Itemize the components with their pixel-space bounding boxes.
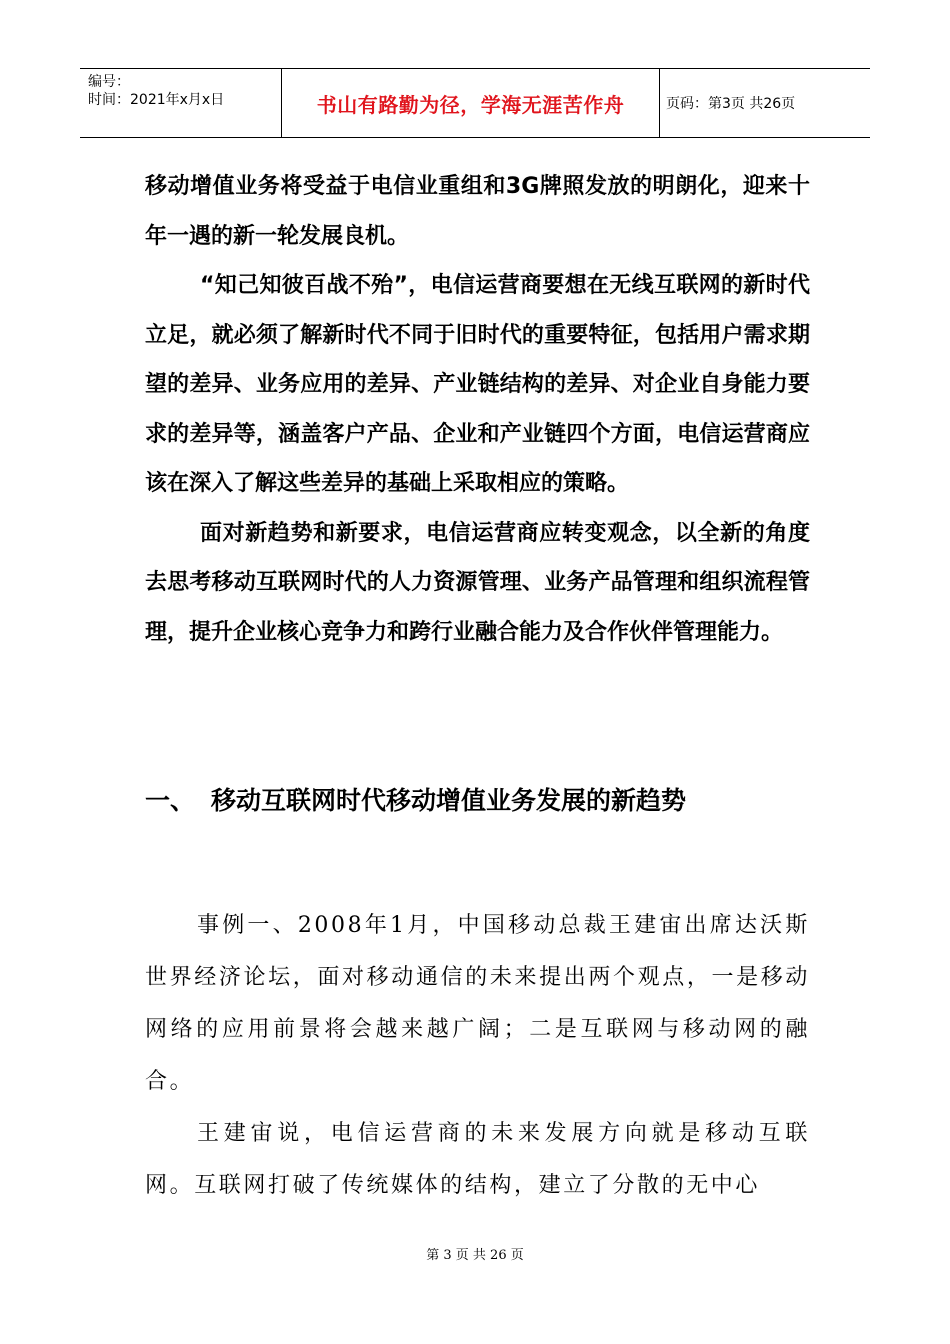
body-paragraph-1: 事例一、2008年1月，中国移动总裁王建宙出席达沃斯世界经济论坛，面对移动通信的未来提出两个观点，一是移动网络的应用前景将会越来越广阔；二是互联网与移动网的融合。 <box>145 913 810 1094</box>
header-motto-cell <box>282 69 660 137</box>
serial-label: 编号： <box>88 74 130 90</box>
header-meta <box>80 69 282 137</box>
body-paragraph-2: 王建宙说，电信运营商的未来发展方向就是移动互联网。互联网打破了传统媒体的结构，建立了分散的无中心 <box>145 1121 810 1198</box>
section-body <box>145 900 810 1212</box>
paragraph-2: “知己知彼百战不殆”，电信运营商要想在无线互联网的新时代立足，就必须了解新时代不同于旧时代的重要特征，包括用户需求期望的差异、业务应用的差异、产业链结构的差异、对企业自身能力要求的差异等，涵盖客户产品、企业和产业链四个方面，电信运营商应该在深入了解这些差异的基础上采取相应的策略。 <box>145 273 810 496</box>
paragraph-1: 移动增值业务将受益于电信业重组和3G牌照发放的明朗化，迎来十年一遇的新一轮发展良机。 <box>145 174 810 249</box>
intro-paragraphs <box>145 162 810 657</box>
section-title: 移动互联网时代移动增值业务发展的新趋势 <box>211 786 687 815</box>
page-info: 页码：第3页 共26页 <box>666 96 796 112</box>
section-heading <box>145 781 825 821</box>
footer-page-number: 第 3 页 共 26 页 <box>426 1248 524 1263</box>
section-number: 一、 <box>145 786 196 815</box>
header-page-cell <box>660 69 870 137</box>
date-label: 时间：2021年x月x日 <box>88 92 225 108</box>
page-footer <box>0 1244 950 1263</box>
motto-text: 书山有路勤为径，学海无涯苦作舟 <box>316 92 625 117</box>
paragraph-3: 面对新趋势和新要求，电信运营商应转变观念，以全新的角度去思考移动互联网时代的人力资源管理、业务产品管理和组织流程管理，提升企业核心竞争力和跨行业融合能力及合作伙伴管理能力。 <box>145 520 810 645</box>
page-header <box>80 68 870 138</box>
